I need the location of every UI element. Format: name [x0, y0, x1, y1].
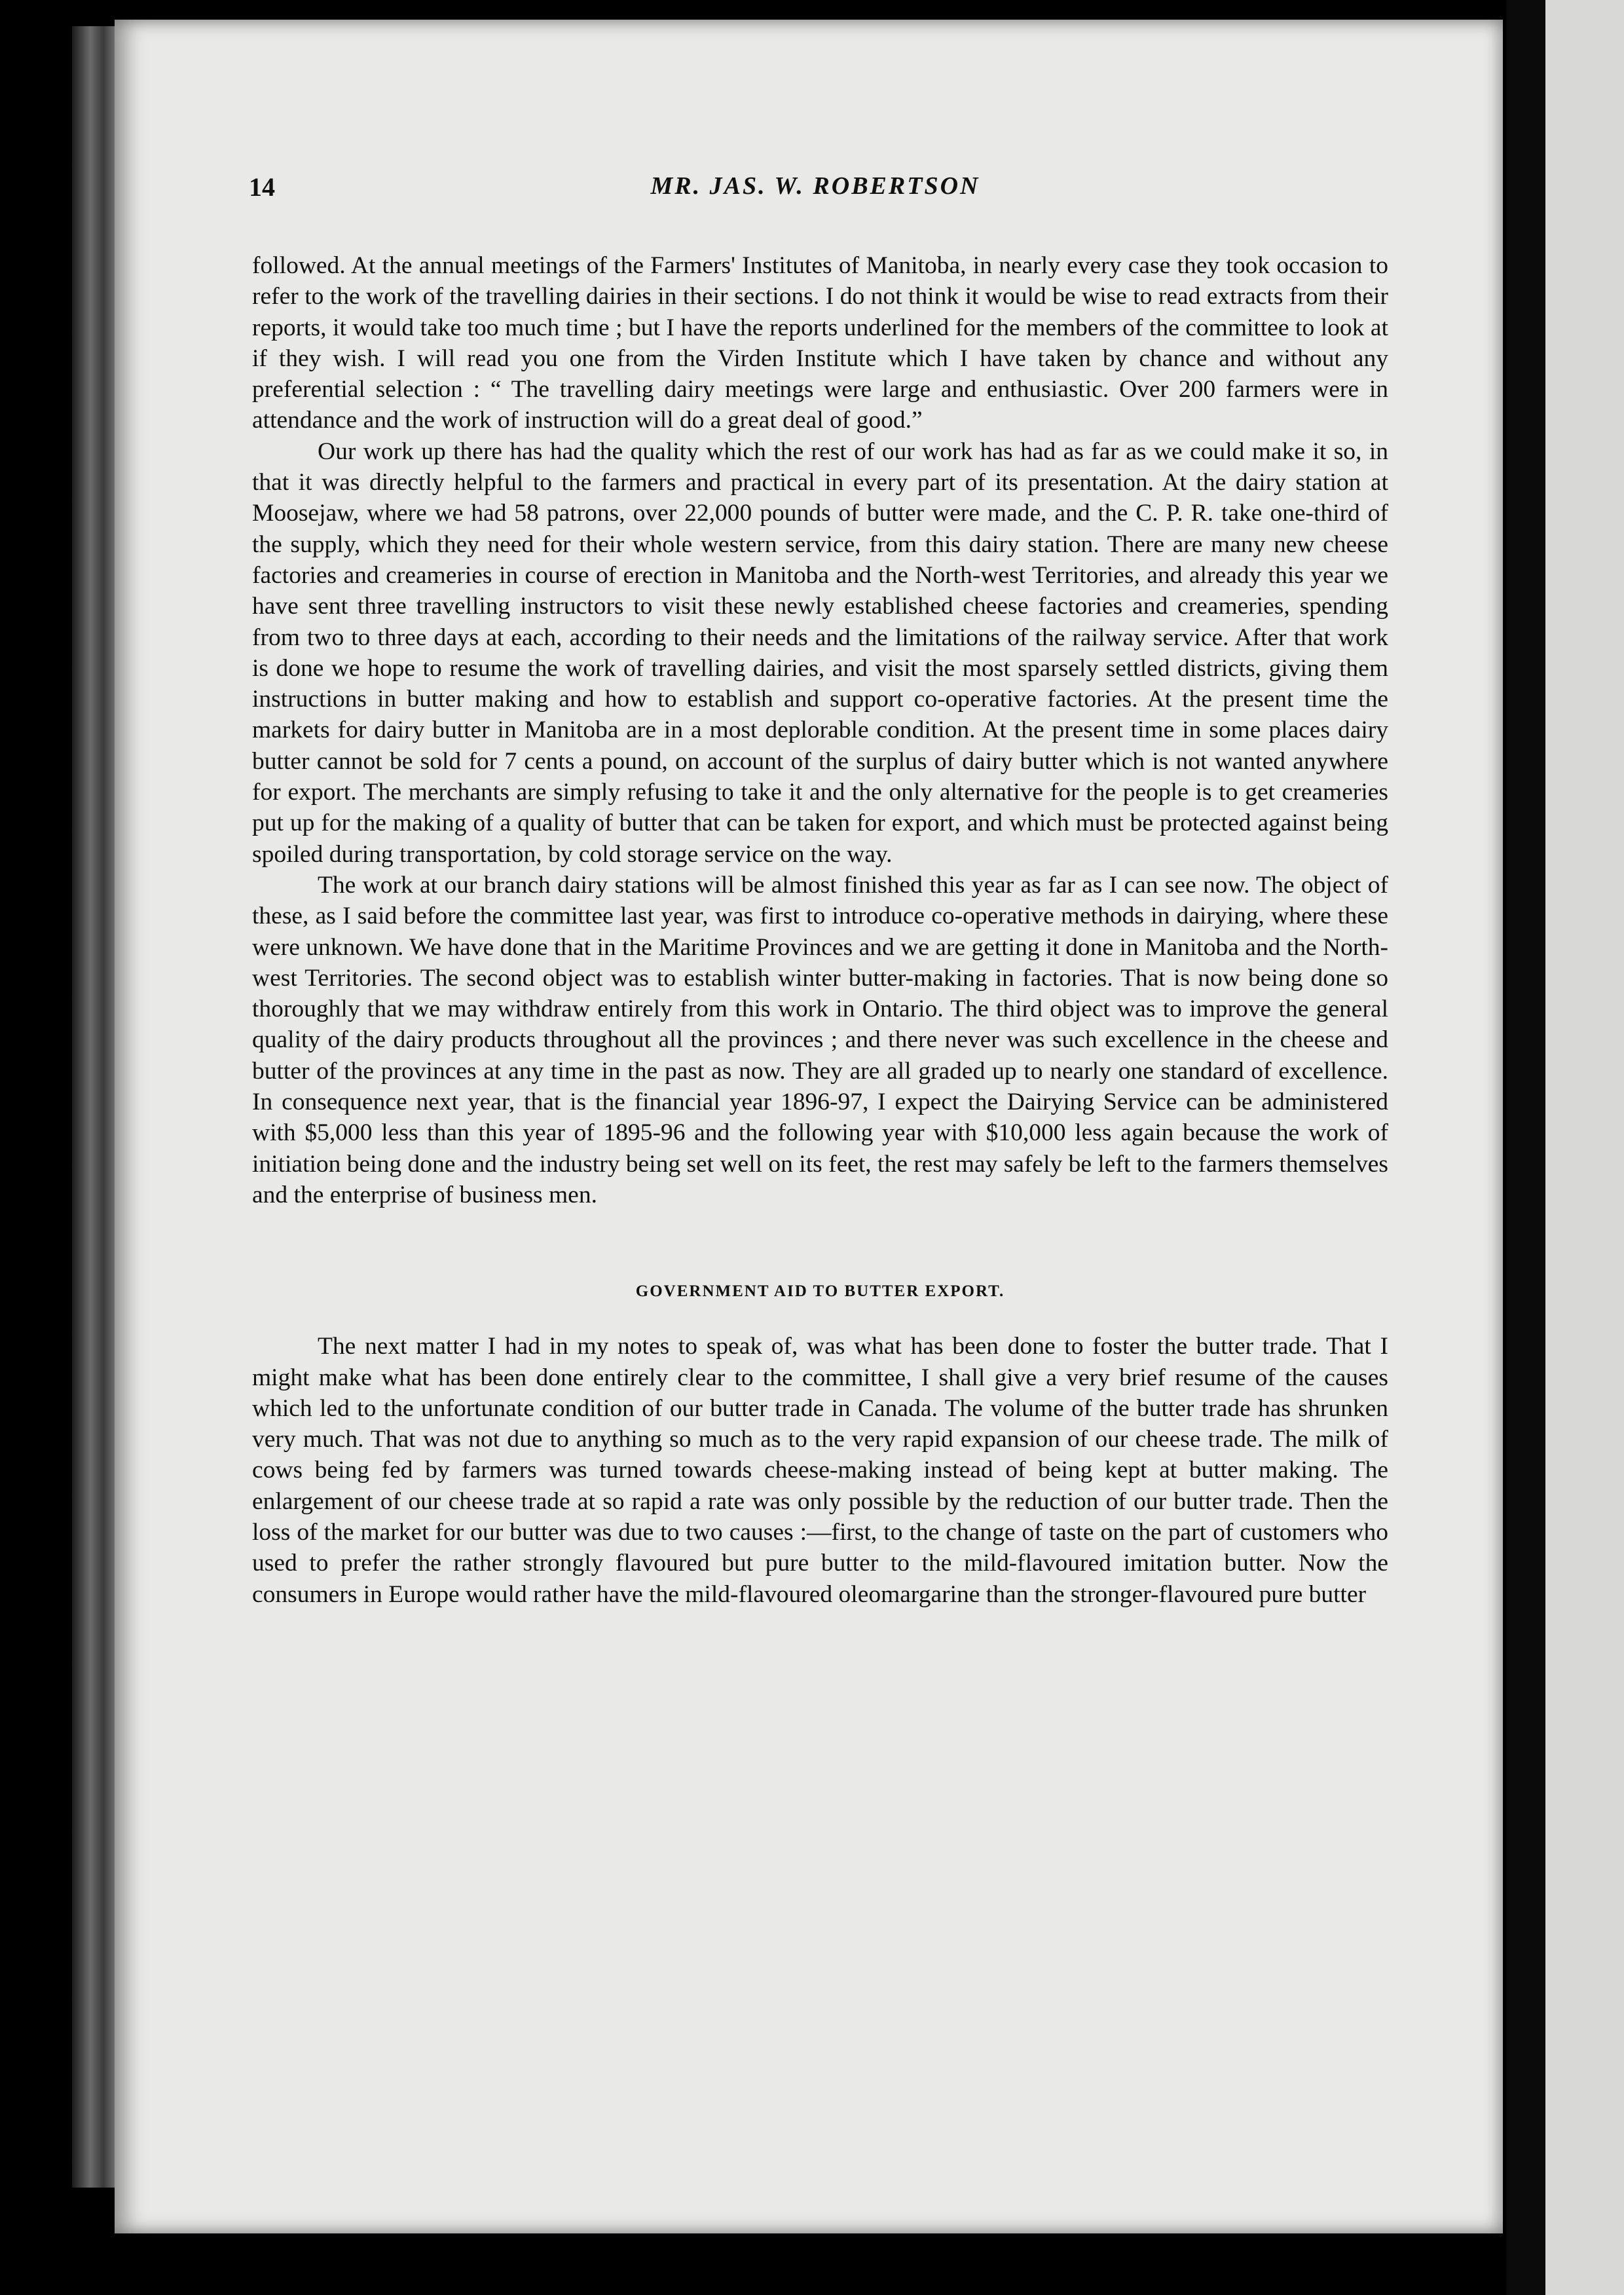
page-number: 14	[249, 172, 275, 202]
body-text	[252, 250, 1388, 1610]
next-page-edge	[1545, 0, 1624, 2295]
paragraph: The work at our branch dairy stations will be almost finished this year as far as I can see now. The object of these, as I said before the committee last year, was first to introduce co-operative methods in dairying, where these were unknown. We have done that in the Maritime Provinces and we are getting it done in Manitoba and the North-west Territories. The second object was to establish winter butter-making in factories. That is now being done so thoroughly that we may withdraw entirely from this work in Ontario. The third object was to improve the general quality of the dairy products throughout all the provinces ; and there never was such excellence in the cheese and butter of the provinces at any time in the past as now. They are all graded up to nearly one standard of excellence. In consequence next year, that is the financial year 1896-97, I expect the Dairying Service can be administered with $5,000 less than this year of 1895-96 and the following year with $10,000 less again because the work of initiation being done and the industry being set well on its feet, the rest may safely be left to the farmers themselves and the enterprise of business men.	[252, 871, 1388, 1208]
running-head: MR. JAS. W. ROBERTSON	[650, 172, 980, 200]
paragraph: Our work up there has had the quality which the rest of our work has had as far as we could make it so, in that it was directly helpful to the farmers and practical in every part of its presentation. At the dairy station at Moosejaw, where we had 58 patrons, over 22,000 pounds of butter were made, and the C. P. R. take one-third of the supply, which they need for their whole western service, from this dairy station. There are many new cheese factories and creameries in course of erection in Manitoba and the North-west Territories, and already this year we have sent three travelling instructors to visit these newly established cheese factories and creameries, spending from two to three days at each, according to their needs and the limitations of the railway service. After that work is done we hope to resume the work of travelling dairies, and visit the most sparsely settled districts, giving them instructions in butter making and how to establish and support co-operative factories. At the present time the markets for dairy butter in Manitoba are in a most deplorable condition. At the present time in some places dairy butter cannot be sold for 7 cents a pound, on account of the surplus of dairy butter which is not wanted anywhere for export. The merchants are simply refusing to take it and the only alternative for the people is to get creameries put up for the making of a quality of butter that can be taken for export, and which must be protected against being spoiled during transportation, by cold storage service on the way.	[252, 438, 1388, 868]
page-header	[249, 172, 1382, 211]
paragraph: followed. At the annual meetings of the Farmers' Institutes of Manitoba, in nearly every case they took occasion to refer to the work of the travelling dairies in their sections. I do not think it would be wise to read extracts from their reports, it would take too much time ; but I have the reports underlined for the members of the committee to look at if they wish. I will read you one from the Virden Institute which I have taken by chance and without any preferential selection : “ The travelling dairy meetings were large and enthusiastic. Over 200 farmers were in attendance and the work of instruction will do a great deal of good.”	[252, 252, 1388, 434]
gutter-shadow	[1506, 0, 1545, 2295]
section-heading: GOVERNMENT AID TO BUTTER EXPORT.	[635, 1282, 1005, 1301]
paragraph: The next matter I had in my notes to speak of, was what has been done to foster the butter trade. That I might make what has been done entirely clear to the committee, I shall give a very brief resume of the causes which led to the unfortunate condition of our butter trade in Canada. The volume of the butter trade has shrunken very much. That was not due to anything so much as to the very rapid expansion of our cheese trade. The milk of cows being fed by farmers was turned towards cheese-making instead of being kept at butter making. The enlargement of our cheese trade at so rapid a rate was only possible by the reduction of our butter trade. Then the loss of the market for our butter was due to two causes :—first, to the change of taste on the part of customers who used to prefer the rather strongly flavoured but pure butter to the mild-flavoured imitation butter. Now the consumers in Europe would rather have the mild-flavoured oleomargarine than the stronger-flavoured pure butter	[252, 1333, 1388, 1608]
